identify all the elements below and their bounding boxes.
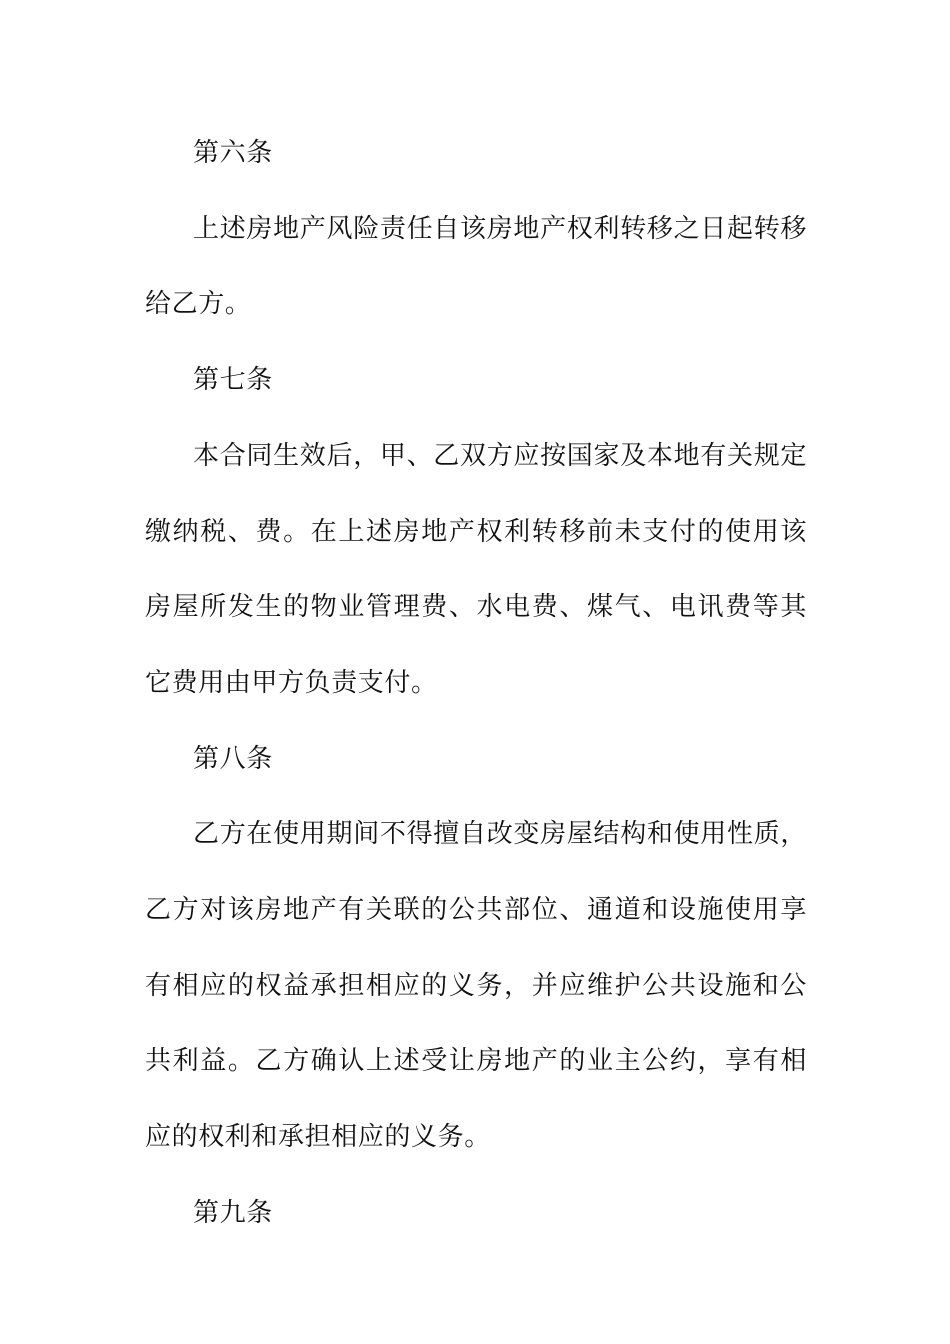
article-8-heading: 第八条: [193, 743, 273, 774]
article-8-text: 乙方在使用期间不得擅自改变房屋结构和使用性质，乙方对该房地产有关联的公共部位、通道和设施使用享有相应的权益承担相应的义务，并应维护公共设施和公共利益。乙方确认上述受让房地产的业主公约，享有相应的权利和承担相应的义务。: [145, 819, 807, 1153]
document-body: [145, 116, 807, 1252]
article-6-text: 上述房地产风险责任自该房地产权利转移之日起转移给乙方。: [145, 213, 807, 320]
article-6-heading: 第六条: [193, 138, 273, 168]
article-7-heading: 第七条: [193, 365, 273, 396]
article-7-text: 本合同生效后，甲、乙双方应按国家及本地有关规定缴纳税、费。在上述房地产权利转移前未支付的使用该房屋所发生的物业管理费、水电费、煤气、电讯费等其它费用由甲方负责支付。: [145, 440, 807, 698]
article-9-heading: 第九条: [193, 1197, 273, 1228]
